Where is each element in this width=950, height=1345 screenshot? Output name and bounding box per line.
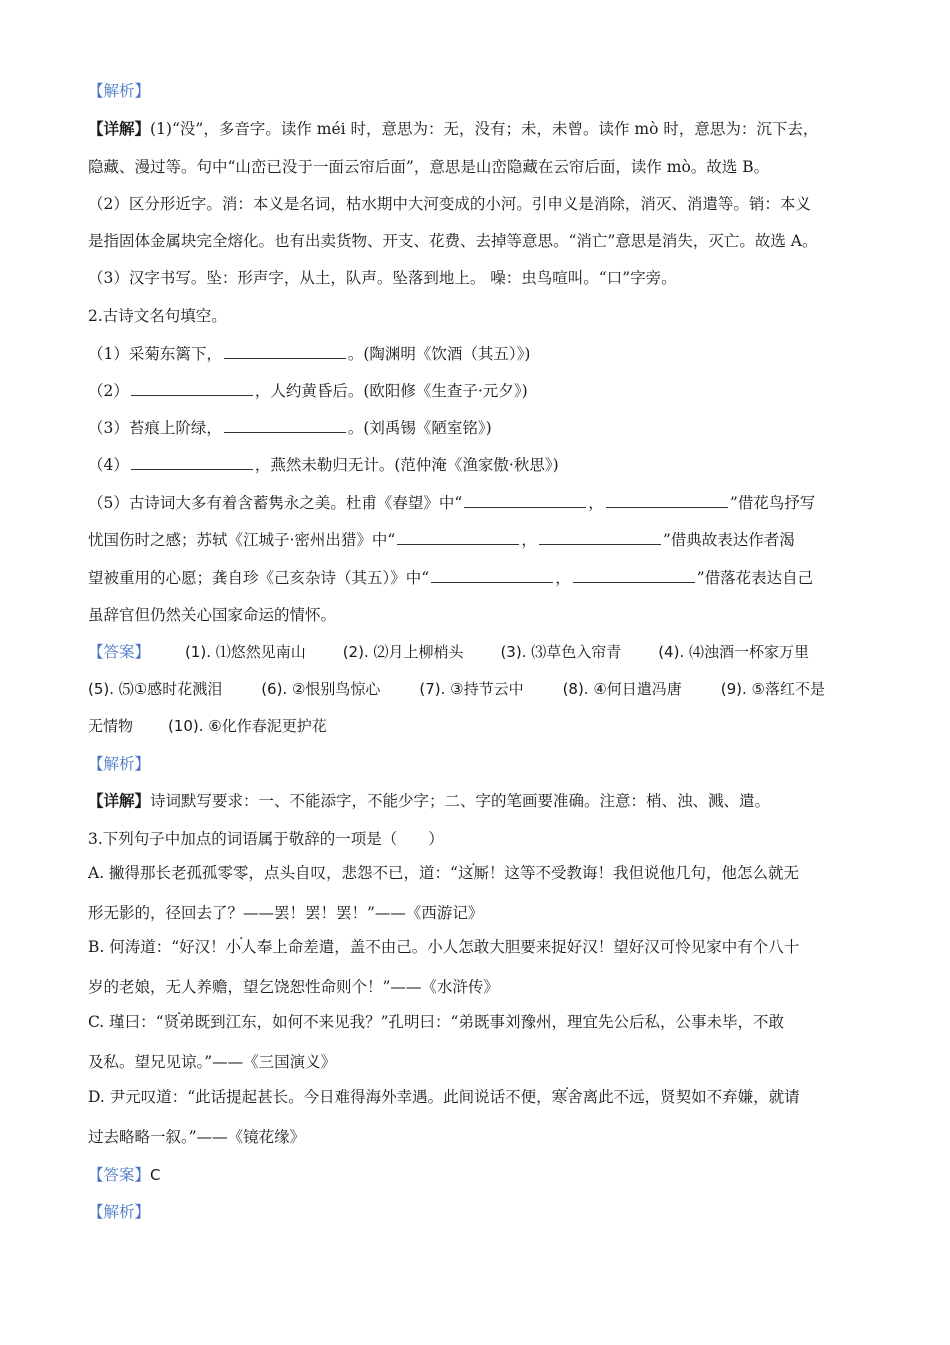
option-text: B. 何涛道：“好汉！ [88, 938, 226, 956]
answer-item [419, 678, 523, 700]
answer-blank [606, 491, 728, 508]
q2-item-source: ，燕然未勒归无计。(范仲淹《渔家傲·秋思》) [254, 456, 559, 474]
option-text: ！这等不受教诲！我但说他几句，他怎么就无 [489, 864, 800, 882]
q1-detail-line: 是指固体金属块完全熔化。也有出卖货物、开支、花费、去掉等意思。“消亡”意思是消失，灭亡。故选 A。 [88, 232, 818, 250]
q2-item [88, 342, 868, 365]
q3-option-b-cont: 岁的老娘，无人养赡，望乞饶恕性命则个！”——《水浒传》 [88, 978, 499, 996]
answer-item [261, 678, 380, 700]
q1-detail-line: （2）区分形近字。消：本义是名词，枯水期中大河变成的小河。引申义是消除，消灭、消遣等。销：本义 [88, 195, 811, 213]
q2-item [88, 416, 868, 439]
q2-answer-line [88, 715, 868, 737]
answer-text: ③持节云中 [450, 680, 524, 698]
answer-number: (6). [261, 680, 288, 698]
dotted-word: 寒舍 [551, 1088, 583, 1106]
option-text: C. 瑾曰：“ [88, 1013, 164, 1031]
answer-tag: 【答案】 [88, 643, 151, 661]
q3-option-a [88, 860, 868, 886]
answer-blank [573, 566, 695, 583]
q2-5-text: （5）古诗词大多有着含蓄隽永之美。杜甫《春望》中“ [88, 494, 463, 512]
answer-item [500, 641, 621, 663]
answer-blank [224, 416, 346, 433]
answer-text: ⑶草色入帘青 [531, 643, 622, 661]
analysis-heading: 【解析】 [88, 755, 151, 773]
q2-item-text: （1）采菊东篱下， [88, 345, 222, 363]
answer-tag: 【答案】 [88, 1166, 151, 1184]
q2-item-5-line [88, 491, 868, 514]
q2-5-text: 忧国伤时之感；苏轼《江城子·密州出猎》中“ [88, 531, 396, 549]
q3-option-c-cont: 及私。望兄见谅。”——《三国演义》 [88, 1053, 337, 1071]
answer-item [563, 678, 682, 700]
analysis-heading: 【解析】 [88, 1203, 151, 1221]
question-3-title: 3.下列句子中加点的词语属于敬辞的一项是（ ） [88, 830, 444, 848]
q2-item [88, 453, 868, 476]
answer-text: ⑵月上柳梢头 [373, 643, 464, 661]
q2-5-comma: ， [521, 531, 537, 549]
answer-number: (2). [342, 643, 369, 661]
q3-answer-line [88, 1164, 868, 1186]
detail-tag: 【详解】 [88, 791, 151, 810]
answer-item: 无情物 [88, 717, 134, 735]
answer-text: ②恨别鸟惊心 [291, 680, 381, 698]
answer-text: ⑷浊酒一杯家万里 [689, 643, 810, 661]
dotted-word: 这厮 [457, 864, 489, 882]
answer-text: ⑥化作春泥更护花 [208, 717, 327, 735]
q3-option-d [88, 1084, 868, 1110]
answer-number: (9). [720, 680, 747, 698]
answer-text: ⑸①感时花溅泪 [118, 680, 223, 698]
q3-option-b [88, 934, 868, 960]
option-text: 既到江东，如何不来见我？”孔明曰：“弟既事刘豫州，理宜先公后私，公事未毕，不敢 [194, 1013, 784, 1031]
q2-detail [88, 790, 868, 812]
answer-text: ④何日遣冯唐 [593, 680, 682, 698]
q2-detail-text: 诗词默写要求：一、不能添字，不能少字；二、字的笔画要准确。注意：梢、浊、溅、遣。 [150, 792, 771, 810]
q2-item-5-line: 虽辞官但仍然关心国家命运的情怀。 [88, 606, 337, 624]
answer-item [343, 641, 464, 663]
answer-number: (3). [500, 643, 527, 661]
q2-item-source: ，人约黄昏后。(欧阳修《生查子·元夕》) [254, 382, 528, 400]
option-text: 奉上命差遣，盖不由己。小人怎敢大胆要来捉好汉！望好汉可怜见家中有个八十 [256, 938, 800, 956]
option-text: D. 尹元叹道：“此话提起甚长。今日难得海外幸遇。此间说话不便， [88, 1088, 552, 1106]
answer-item [658, 641, 809, 663]
answer-blank [131, 379, 253, 396]
dotted-word: 小人 [225, 938, 257, 956]
answer-blank [464, 491, 586, 508]
q2-item-text: （2） [88, 382, 129, 400]
analysis-heading: 【解析】 [88, 82, 151, 100]
q2-5-text: ”借落花表达自己 [696, 569, 814, 587]
q1-detail-line [88, 118, 868, 140]
q1-detail-text: (1)“没”，多音字。读作 méi 时，意思为：无，没有；未，未曾。读作 mò 时，意思为：沉下去， [150, 120, 819, 138]
q3-option-d-cont: 过去略略一叙。”——《镜花缘》 [88, 1128, 306, 1146]
answer-blank [431, 566, 553, 583]
answer-number: (4). [658, 643, 685, 661]
answer-number: (8). [562, 680, 589, 698]
answer-blank [539, 528, 661, 545]
q2-5-text: ”借花鸟抒写 [729, 494, 816, 512]
q1-detail-line: （3）汉字书写。坠：形声字，从土，队声。坠落到地上。 噪：虫鸟喧叫。“口”字旁。 [88, 269, 677, 287]
q2-item-source: 。(陶渊明《饮酒（其五）》) [347, 345, 531, 363]
q2-item-source: 。(刘禹锡《陋室铭》) [347, 419, 492, 437]
answer-item [185, 641, 306, 663]
answer-number: (5). [88, 680, 115, 698]
detail-tag: 【详解】 [88, 119, 151, 138]
q2-item-5-line [88, 566, 868, 589]
answer-text: ⑤落红不是 [751, 680, 825, 698]
answer-blank [224, 342, 346, 359]
q2-answer-line [88, 641, 868, 663]
q3-option-c [88, 1009, 868, 1035]
q2-5-text: ”借典故表达作者渴 [662, 531, 795, 549]
answer-item [168, 715, 327, 737]
q3-option-a-cont: 形无影的，径回去了？——罢！罢！罢！”——《西游记》 [88, 904, 484, 922]
answer-text: ⑴悠然见南山 [215, 643, 306, 661]
option-text: A. 撇得那长老孤孤零零，点头自叹，悲怨不已，道：“ [88, 864, 458, 882]
q2-item-text: （4） [88, 456, 129, 474]
q3-answer: C [150, 1166, 161, 1184]
answer-blank [397, 528, 519, 545]
option-text: 离此不远，贤契如不弃嫌，就请 [582, 1088, 800, 1106]
q1-detail-line: 隐藏、漫过等。句中“山峦已没于一面云帘后面”，意思是山峦隐藏在云帘后面，读作 mò。故选 B。 [88, 158, 770, 176]
q2-item-5-line [88, 528, 868, 551]
q2-5-comma: ， [588, 494, 604, 512]
answer-number: (1). [184, 643, 211, 661]
q2-item [88, 379, 868, 402]
q2-5-comma: ， [555, 569, 571, 587]
question-2-title: 2.古诗文名句填空。 [88, 307, 227, 325]
q2-answer-line [88, 678, 868, 700]
dotted-word: 贤弟 [163, 1013, 195, 1031]
answer-item [721, 678, 825, 700]
answer-blank [131, 453, 253, 470]
answer-number: (7). [419, 680, 446, 698]
q2-item-text: （3）苔痕上阶绿， [88, 419, 222, 437]
q2-5-text: 望被重用的心愿；龚自珍《己亥杂诗（其五）》中“ [88, 569, 430, 587]
answer-item [88, 678, 222, 700]
answer-number: (10). [167, 717, 204, 735]
